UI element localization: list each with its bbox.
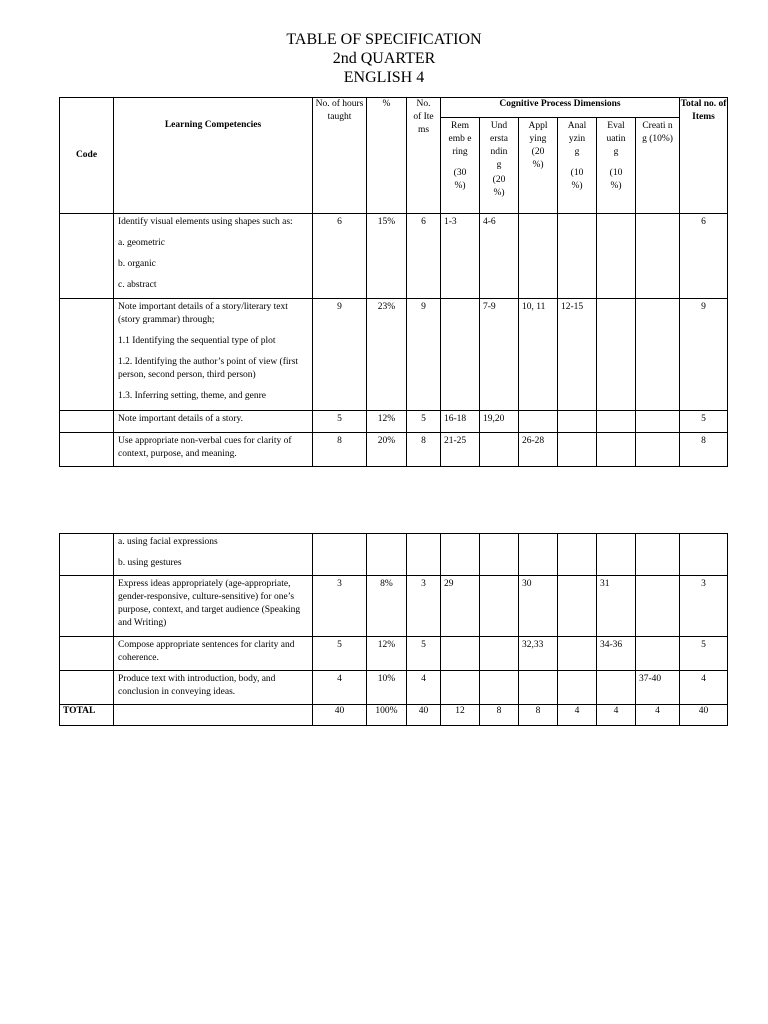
creating-cell xyxy=(636,637,680,671)
competency-line: a. using facial expressions xyxy=(118,537,218,547)
code-cell xyxy=(60,411,114,433)
total-cell: 4 xyxy=(680,671,728,705)
code-cell xyxy=(60,576,114,637)
competency-line: Compose appropriate sentences for clarity and coherence. xyxy=(118,640,295,663)
remembering-cell xyxy=(441,534,480,576)
hours-cell: 4 xyxy=(313,671,367,705)
applying-cell: 30 xyxy=(519,576,558,637)
analyzing-cell xyxy=(558,637,597,671)
total-cell: 3 xyxy=(680,576,728,637)
totals-creating: 4 xyxy=(636,705,680,726)
competency-cell xyxy=(114,576,313,637)
creating-label: Creati ng (10%) xyxy=(642,121,673,144)
evaluating-header xyxy=(597,118,636,214)
remembering-cell xyxy=(441,637,480,671)
totals-evaluating: 4 xyxy=(597,705,636,726)
understanding-label: Und ersta ndin g xyxy=(490,121,508,170)
competency-line: b. using gestures xyxy=(118,558,182,568)
evaluating-pct: (10 %) xyxy=(609,168,623,191)
analyzing-cell xyxy=(558,214,597,299)
items-cell: 8 xyxy=(407,433,441,467)
hours-cell: 6 xyxy=(313,214,367,299)
competency-line: Use appropriate non-verbal cues for clarity of context, purpose, and meaning. xyxy=(118,436,292,459)
evaluating-cell: 34-36 xyxy=(597,637,636,671)
competency-cell xyxy=(114,299,313,411)
competency-line: Express ideas appropriately (age-appropriate, gender-responsive, culture-sensitive) for one’s purpose, context, and target audience (Speaking and Writing) xyxy=(118,579,301,628)
items-cell: 5 xyxy=(407,411,441,433)
competency-line: c. abstract xyxy=(118,280,157,290)
totals-remembering: 12 xyxy=(441,705,480,726)
applying-label: Appl ying (20 %) xyxy=(528,121,548,170)
evaluating-cell xyxy=(597,299,636,411)
analyzing-cell: 12-15 xyxy=(558,299,597,411)
percent-cell: 10% xyxy=(367,671,407,705)
items-cell: 6 xyxy=(407,214,441,299)
percent-cell: 20% xyxy=(367,433,407,467)
document-title: TABLE OF SPECIFICATION xyxy=(286,31,482,48)
competency-line: 1.3. Inferring setting, theme, and genre xyxy=(118,391,266,401)
percent-cell: 15% xyxy=(367,214,407,299)
percent-cell: 12% xyxy=(367,411,407,433)
competency-line: 1.2. Identifying the author’s point of view (first person, second person, third person) xyxy=(118,357,299,380)
remembering-label: Rem emb ering xyxy=(448,121,472,157)
hours-cell: 8 xyxy=(313,433,367,467)
creating-cell xyxy=(636,299,680,411)
understanding-cell xyxy=(480,433,519,467)
totals-hours: 40 xyxy=(313,705,367,726)
analyzing-cell xyxy=(558,671,597,705)
table-row xyxy=(60,534,728,576)
remembering-cell xyxy=(441,299,480,411)
specification-table-page2 xyxy=(59,533,728,726)
competency-cell xyxy=(114,411,313,433)
hours-cell: 5 xyxy=(313,411,367,433)
analyzing-label: Anal yzin g xyxy=(567,121,587,157)
code-header: Code xyxy=(60,98,114,214)
table-row xyxy=(60,433,728,467)
code-cell xyxy=(60,214,114,299)
evaluating-cell xyxy=(597,433,636,467)
table-row xyxy=(60,214,728,299)
competency-cell xyxy=(114,637,313,671)
remembering-header xyxy=(441,118,480,214)
percent-cell: 12% xyxy=(367,637,407,671)
creating-cell xyxy=(636,576,680,637)
evaluating-cell xyxy=(597,671,636,705)
evaluating-cell xyxy=(597,411,636,433)
creating-cell xyxy=(636,534,680,576)
evaluating-label: Eval uatin g xyxy=(606,121,626,157)
analyzing-header xyxy=(558,118,597,214)
applying-cell xyxy=(519,411,558,433)
table-row xyxy=(60,576,728,637)
hours-cell: 9 xyxy=(313,299,367,411)
total-cell: 6 xyxy=(680,214,728,299)
applying-cell: 26-28 xyxy=(519,433,558,467)
remembering-cell: 16-18 xyxy=(441,411,480,433)
total-cell: 9 xyxy=(680,299,728,411)
competency-line: Identify visual elements using shapes such as: xyxy=(118,217,293,227)
competency-line: Note important details of a story. xyxy=(118,414,243,424)
understanding-cell: 4-6 xyxy=(480,214,519,299)
code-cell xyxy=(60,671,114,705)
items-cell: 3 xyxy=(407,576,441,637)
subject-title: ENGLISH 4 xyxy=(343,69,425,86)
cpd-header: Cognitive Process Dimensions xyxy=(441,98,680,118)
totals-row xyxy=(60,705,728,726)
understanding-cell xyxy=(480,576,519,637)
creating-cell xyxy=(636,411,680,433)
totals-label: TOTAL xyxy=(60,705,114,726)
remembering-cell: 1-3 xyxy=(441,214,480,299)
total-cell: 5 xyxy=(680,637,728,671)
code-cell xyxy=(60,637,114,671)
code-cell xyxy=(60,534,114,576)
evaluating-cell: 31 xyxy=(597,576,636,637)
understanding-cell: 19,20 xyxy=(480,411,519,433)
totals-analyzing: 4 xyxy=(558,705,597,726)
hours-header: No. of hours taught xyxy=(313,98,367,214)
applying-cell: 10, 11 xyxy=(519,299,558,411)
competency-cell xyxy=(114,671,313,705)
understanding-cell xyxy=(480,534,519,576)
specification-table-page1 xyxy=(59,97,728,467)
items-cell: 4 xyxy=(407,671,441,705)
competency-cell xyxy=(114,534,313,576)
hours-cell: 5 xyxy=(313,637,367,671)
total-cell: 5 xyxy=(680,411,728,433)
understanding-cell xyxy=(480,637,519,671)
totals-understanding: 8 xyxy=(480,705,519,726)
understanding-pct: (20 %) xyxy=(492,175,506,198)
quarter-title: 2nd QUARTER xyxy=(332,50,436,67)
applying-cell xyxy=(519,671,558,705)
table-row xyxy=(60,637,728,671)
creating-cell xyxy=(636,214,680,299)
understanding-header xyxy=(480,118,519,214)
competency-cell xyxy=(114,214,313,299)
analyzing-cell xyxy=(558,411,597,433)
code-cell xyxy=(60,299,114,411)
creating-header xyxy=(636,118,680,214)
evaluating-cell xyxy=(597,214,636,299)
totals-total: 40 xyxy=(680,705,728,726)
total-cell: 8 xyxy=(680,433,728,467)
analyzing-pct: (10 %) xyxy=(570,168,584,191)
percent-cell xyxy=(367,534,407,576)
analyzing-cell xyxy=(558,433,597,467)
remembering-cell: 21-25 xyxy=(441,433,480,467)
remembering-pct: (30 %) xyxy=(453,168,467,191)
hours-cell xyxy=(313,534,367,576)
percent-cell: 23% xyxy=(367,299,407,411)
hours-cell: 3 xyxy=(313,576,367,637)
competency-line: 1.1 Identifying the sequential type of plot xyxy=(118,336,276,346)
evaluating-cell xyxy=(597,534,636,576)
applying-cell xyxy=(519,214,558,299)
percent-cell: 8% xyxy=(367,576,407,637)
creating-cell xyxy=(636,433,680,467)
competencies-header: Learning Competencies xyxy=(114,98,313,214)
remembering-cell: 29 xyxy=(441,576,480,637)
creating-cell: 37-40 xyxy=(636,671,680,705)
totals-items: 40 xyxy=(407,705,441,726)
percent-header: % xyxy=(367,98,407,214)
totals-empty xyxy=(114,705,313,726)
understanding-cell: 7-9 xyxy=(480,299,519,411)
table-row xyxy=(60,299,728,411)
total-cell xyxy=(680,534,728,576)
competency-line: Note important details of a story/literary text (story grammar) through; xyxy=(118,302,288,325)
table-row xyxy=(60,411,728,433)
applying-cell: 32,33 xyxy=(519,637,558,671)
items-cell: 9 xyxy=(407,299,441,411)
total-header: Total no. of Items xyxy=(680,98,728,214)
competency-line: b. organic xyxy=(118,259,156,269)
applying-cell xyxy=(519,534,558,576)
competency-cell xyxy=(114,433,313,467)
totals-applying: 8 xyxy=(519,705,558,726)
totals-percent: 100% xyxy=(367,705,407,726)
code-cell xyxy=(60,433,114,467)
table-row xyxy=(60,671,728,705)
understanding-cell xyxy=(480,671,519,705)
items-header: No. of Ite ms xyxy=(407,98,441,214)
applying-header xyxy=(519,118,558,214)
items-cell xyxy=(407,534,441,576)
competency-line: a. geometric xyxy=(118,238,165,248)
items-cell: 5 xyxy=(407,637,441,671)
remembering-cell xyxy=(441,671,480,705)
analyzing-cell xyxy=(558,534,597,576)
competency-line: Produce text with introduction, body, and conclusion in conveying ideas. xyxy=(118,674,276,697)
analyzing-cell xyxy=(558,576,597,637)
